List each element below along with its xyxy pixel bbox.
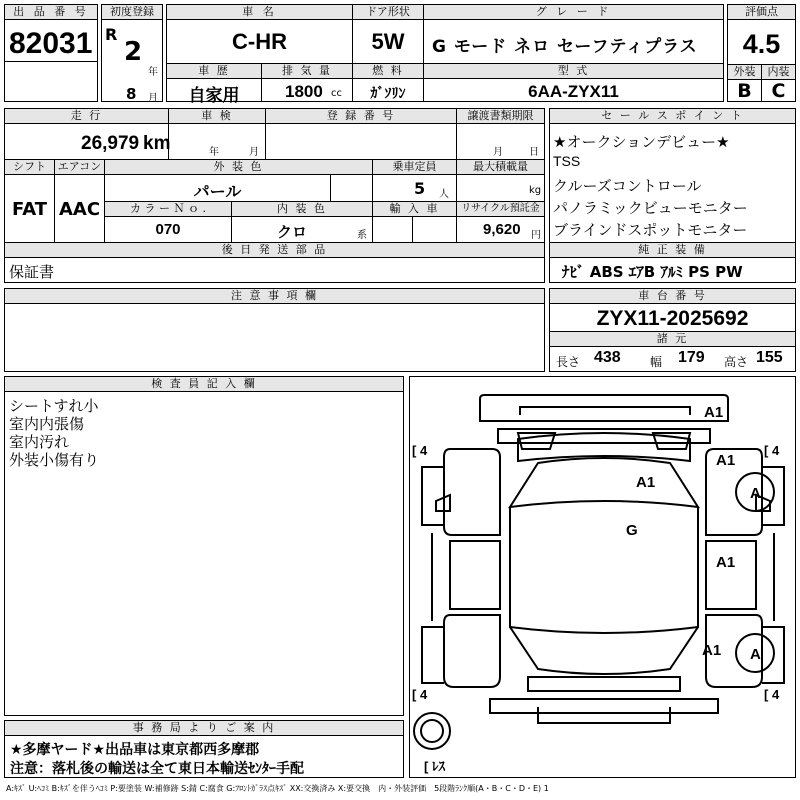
first-reg-label: 初度登録: [102, 5, 162, 20]
height-label: 高さ: [724, 355, 749, 369]
damage-right-door: A1: [716, 554, 736, 571]
int-color-value: クロ: [276, 223, 307, 241]
history-value: 自家用: [188, 86, 240, 106]
displacement-label: 排 気 量: [262, 64, 352, 79]
shift-label: シフト: [5, 160, 54, 175]
aircon-label: エアコン: [55, 160, 104, 175]
inspection-month-unit: 月: [249, 147, 259, 158]
recycle-label: リサイクル預託金: [457, 202, 544, 217]
first-reg-era: R: [105, 25, 118, 44]
fuel-label: 燃 料: [353, 64, 423, 79]
office-line-2: 注意：落札後の輸送は全て東日本輸送ｾﾝﾀｰ手配: [10, 761, 304, 777]
sales-point-5: ブラインドスポットモニター: [553, 221, 748, 239]
wheel-front-right-mark: A: [750, 485, 761, 502]
sales-point-2: TSS: [553, 153, 581, 169]
damage-hood: A1: [636, 474, 656, 491]
transfer-label: 譲渡書類期限: [457, 109, 544, 124]
chassis-label: 車 台 番 号: [550, 289, 795, 304]
score-box: [727, 4, 796, 102]
later-parts-label: 後 日 発 送 部 品: [5, 243, 544, 258]
first-reg-year-unit: 年: [148, 67, 158, 78]
first-reg-month-unit: 月: [148, 93, 158, 104]
displacement-unit: cc: [331, 88, 342, 99]
notes-box: [4, 288, 545, 372]
width-value: 179: [678, 349, 705, 366]
transfer-month-unit: 月: [493, 147, 503, 158]
first-reg-year: 2: [124, 37, 143, 67]
color-no-label: カ ラ ー Ｎ ｏ .: [105, 202, 231, 217]
height-value: 155: [756, 349, 783, 366]
doors-value: 5W: [371, 29, 405, 54]
history-label: 車 歴: [167, 64, 261, 79]
legend: A:ｷｽﾞ U:ﾍｺﾐ B:ｷｽﾞを伴うﾍｺﾐ P:要塗装 W:補修跡 S:錆 C:腐食 G:ﾌﾛﾝﾄｶﾞﾗｽ点ｷｽﾞ XX:交換済み X:要交換 内・外装評価 5段階ﾗﾝｸ順(A・B・C・D・E) 1: [6, 784, 549, 793]
score-value: 4.5: [742, 29, 781, 59]
exterior-grade-label: 外装: [728, 65, 761, 80]
inspector-line-2: 室内内張傷: [9, 415, 85, 433]
transfer-day-unit: 日: [529, 147, 539, 158]
office-label: 事 務 局 よ り ご 案 内: [5, 721, 403, 736]
damage-front-right-fender: A1: [716, 452, 736, 469]
first-reg-month: 8: [126, 85, 137, 103]
color-no-value: 070: [155, 221, 181, 238]
chassis-value: ZYX11-2025692: [596, 307, 749, 330]
inspector-label: 検 査 員 記 入 欄: [5, 377, 403, 392]
import-label: 輸 入 車: [373, 202, 456, 217]
sales-point-3: クルーズコントロール: [553, 177, 702, 195]
office-line-1: ★多摩ヤード★出品車は東京都西多摩郡: [10, 742, 260, 758]
sales-point-4: パノラミックビューモニター: [553, 199, 748, 217]
capacity-label: 乗車定員: [373, 160, 456, 175]
max-load-unit: kg: [529, 185, 542, 196]
int-color-unit: 系: [357, 230, 367, 241]
tire-tread-rear-left: [ 4: [412, 687, 428, 702]
capacity-value: 5: [414, 179, 426, 198]
length-value: 438: [594, 349, 621, 366]
inspection-label: 車 検: [169, 109, 265, 124]
chassis-box: [549, 288, 796, 372]
interior-grade-label: 内装: [762, 65, 795, 80]
score-label: 評価点: [728, 5, 795, 20]
recycle-value: 9,620: [483, 221, 521, 238]
dims-label: 諸 元: [550, 332, 795, 347]
car-diagram-box: [409, 376, 796, 778]
capacity-unit: 人: [439, 189, 449, 200]
mileage-value: 26,979: [81, 133, 140, 154]
car-name: C-HR: [232, 29, 287, 54]
first-reg-box: [101, 4, 163, 102]
tire-tread-front-left: [ 4: [412, 443, 428, 458]
int-color-label: 内 装 色: [232, 202, 372, 217]
tire-tread-rear-right: [ 4: [764, 687, 780, 702]
vehicle-info-box: [4, 108, 545, 283]
car-name-label: 車 名: [167, 5, 352, 20]
wheel-rear-right-mark: A: [750, 646, 761, 663]
top-main-box: [166, 4, 724, 106]
sales-point-1: ★オークションデビュー★: [553, 133, 730, 151]
tire-tread-front-right: [ 4: [764, 443, 780, 458]
office-box: [4, 720, 404, 778]
interior-grade-value: C: [771, 80, 786, 102]
model-label: 型 式: [424, 64, 723, 79]
sales-points-label: セ ー ル ス ポ イ ン ト: [550, 109, 795, 124]
lot-box: [4, 4, 98, 102]
sales-points-box: [549, 108, 796, 283]
lot-number: 82031: [9, 27, 93, 60]
max-load-label: 最大積載量: [457, 160, 544, 175]
mileage-label: 走 行: [5, 109, 168, 124]
grade-value: G モード ネロ セーフティプラス: [432, 37, 698, 57]
recycle-unit: 円: [531, 230, 541, 241]
inspection-year-unit: 年: [209, 147, 219, 158]
ext-color-label: 外 装 色: [105, 160, 372, 175]
inspector-line-1: シートすれ小: [9, 397, 99, 415]
later-parts-value: 保証書: [9, 263, 55, 281]
lot-label: 出 品 番 号: [5, 5, 97, 20]
inspector-box: [4, 376, 404, 716]
exterior-grade-value: B: [737, 80, 752, 102]
aircon-value: AAC: [58, 199, 101, 220]
length-label: 長さ: [556, 355, 581, 369]
doors-label: ドア形状: [353, 5, 423, 20]
damage-windshield: G: [626, 522, 638, 539]
equipment-label: 純 正 装 備: [550, 243, 795, 258]
fuel-value: ｶﾞｿﾘﾝ: [370, 86, 406, 102]
registration-label: 登 録 番 号: [266, 109, 456, 124]
width-label: 幅: [650, 355, 663, 369]
notes-label: 注 意 事 項 欄: [5, 289, 544, 304]
shift-value: FAT: [11, 199, 48, 220]
mileage-unit: km: [143, 133, 171, 154]
grade-label: グ レ ー ド: [424, 5, 723, 20]
damage-front-bumper: A1: [704, 404, 724, 421]
spare-label: [ ﾚｽ: [424, 759, 445, 774]
car-diagram: [410, 377, 795, 777]
inspector-line-3: 室内汚れ: [9, 433, 70, 451]
inspector-line-4: 外装小傷有り: [9, 451, 100, 469]
equipment-value: ﾅﾋﾞ ABS ｴｱB ｱﾙﾐ PS PW: [562, 263, 743, 281]
ext-color-value: パール: [193, 182, 242, 201]
damage-rear-right-fender: A1: [702, 642, 722, 659]
displacement-value: 1800: [285, 82, 323, 101]
model-value: 6AA-ZYX11: [528, 82, 619, 101]
